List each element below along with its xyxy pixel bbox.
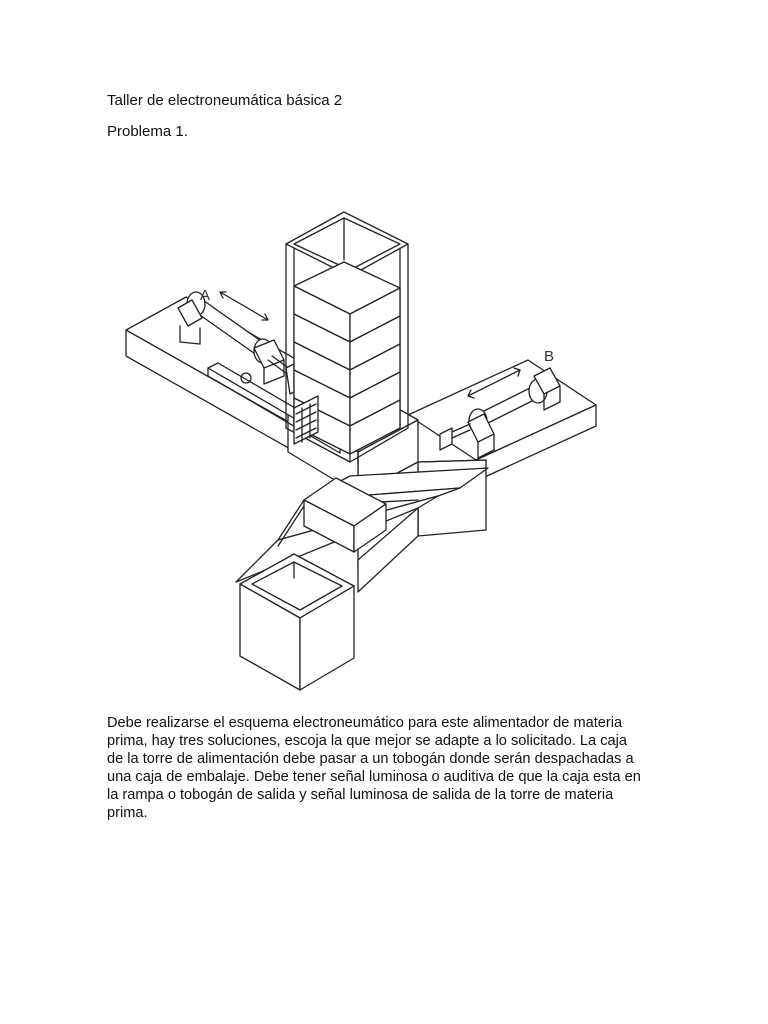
packing-box — [240, 554, 354, 690]
statement-line: la rampa o tobogán de salida y señal luminosa de salida de la torre de materia — [107, 787, 614, 803]
statement-line: prima, hay tres soluciones, escoja la que mejor se adapte a lo solicitado. La caja — [107, 733, 627, 749]
problem-statement — [107, 714, 667, 822]
statement-line: de la torre de alimentación debe pasar a un tobogán donde serán despachadas a — [107, 751, 634, 767]
arrow-a — [220, 292, 268, 320]
document-title: Taller de electroneumática básica 2 — [107, 92, 343, 109]
feeder-diagram — [118, 200, 608, 705]
problem-label: Problema 1. — [107, 123, 188, 140]
statement-line: Debe realizarse el esquema electroneumático para este alimentador de materia — [107, 715, 623, 731]
statement-line: una caja de embalaje. Debe tener señal luminosa o auditiva de que la caja esta en — [107, 769, 641, 785]
statement-line: prima. — [107, 805, 148, 821]
label-a: A — [200, 287, 211, 304]
label-b: B — [544, 348, 555, 365]
